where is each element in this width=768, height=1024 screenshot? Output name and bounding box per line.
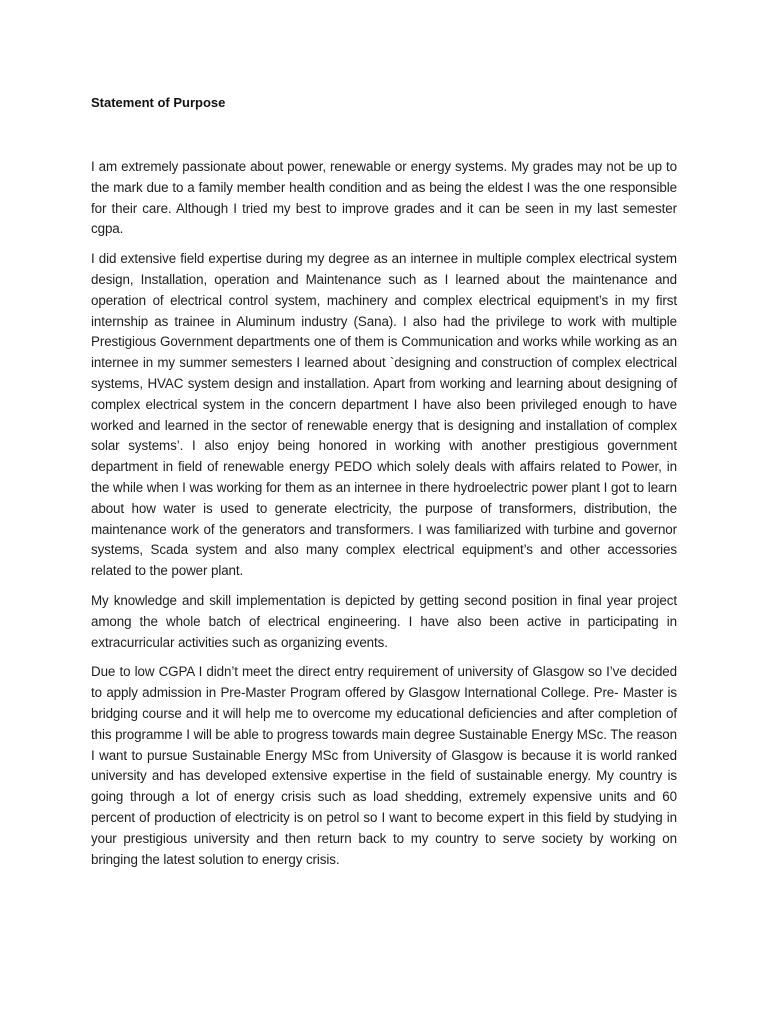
paragraph-achievements: My knowledge and skill implementation is depicted by getting second position in final year project among the whole batch of electrical engineering. I have also been active in participating in extracurricular activities such as organizing events. xyxy=(91,592,677,650)
paragraph-goals: Due to low CGPA I didn’t meet the direct entry requirement of university of Glasgow so I’ve decided to apply admission in Pre-Master Program offered by Glasgow International College. Pre- Master is bridging course and it will help me to overcome my educational deficiencies and after completion of this programme I will be able to progress towards main degree Sustainable Energy MSc. The reason I want to pursue Sustainable Energy MSc from University of Glasgow is because it is world ranked university and has developed extensive expertise in the field of sustainable energy. My country is going through a lot of energy crisis such as load shedding, extremely expensive units and 60 percent of production of electricity is on petrol so I want to become expert in this field by studying in your prestigious university and then return back to my country to serve society by working on bringing the latest solution to energy crisis. xyxy=(91,664,677,867)
document-page xyxy=(91,93,677,879)
paragraph-experience: I did extensive field expertise during my degree as an internee in multiple complex electrical system design, Installation, operation and Maintenance such as I learned about the maintenance and operation of electrical control system, machinery and complex electrical equipment’s in my first internship as trainee in Aluminum industry (Sana). I also had the privilege to work with multiple Prestigious Government departments one of them is Communication and works while working as an internee in my summer semesters I learned about `designing and construction of complex electrical systems, HVAC system design and installation. Apart from working and learning about designing of complex electrical system in the concern department I have also been privileged enough to have worked and learned in the sector of renewable energy that is designing and installation of complex solar systems’. I also enjoy being honored in working with another prestigious government department in field of renewable energy PEDO which solely deals with affairs related to Power, in the while when I was working for them as an internee in there hydroelectric power plant I got to learn about how water is used to generate electricity, the purpose of transformers, distribution, the maintenance work of the generators and transformers. I was familiarized with turbine and governor systems, Scada system and also many complex electrical equipment’s and other accessories related to the power plant. xyxy=(91,251,677,579)
document-title: Statement of Purpose xyxy=(91,95,226,110)
paragraph-passion: I am extremely passionate about power, renewable or energy systems. My grades may not be up to the mark due to a family member health condition and as being the eldest I was the one responsible for their care. Although I tried my best to improve grades and it can be seen in my last semester cgpa. xyxy=(91,159,677,237)
